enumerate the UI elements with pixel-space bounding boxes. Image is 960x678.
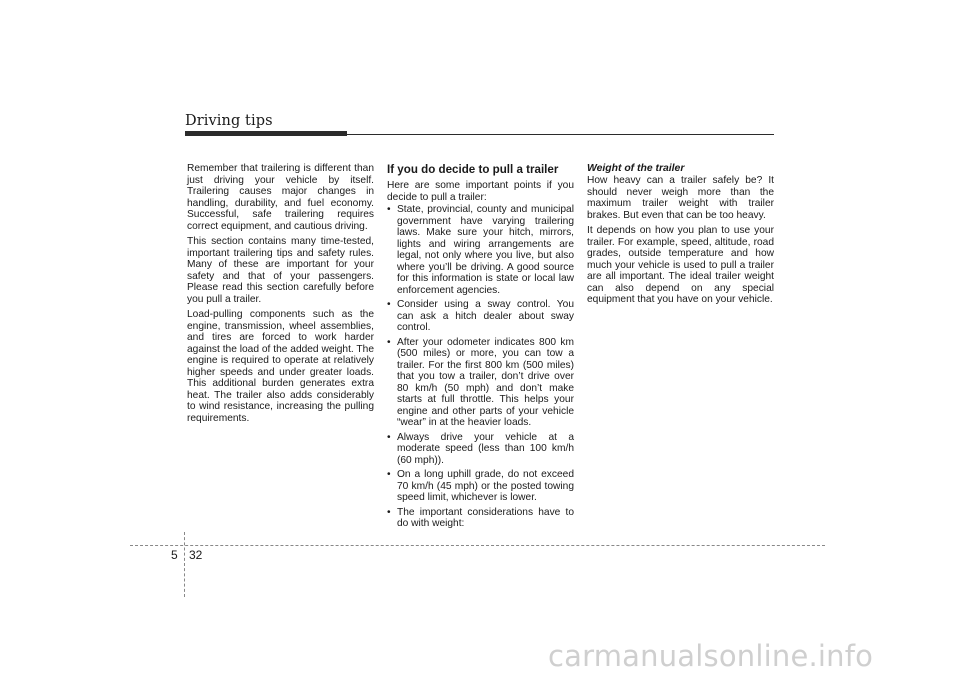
pull-trailer-bullets	[387, 204, 574, 530]
list-item	[387, 299, 574, 334]
column-intro	[187, 163, 374, 428]
bullet-text: Consider using a sway control. You can ask a hitch dealer about sway control.	[397, 299, 574, 333]
list-item	[387, 204, 574, 296]
header-rule	[347, 134, 774, 135]
bullet-icon: •	[387, 204, 391, 215]
footer-rule	[130, 545, 825, 546]
bullet-text: Always drive your vehicle at a moderate speed (less than 100 km/h (60 mph)).	[397, 431, 574, 466]
page-number: 32	[189, 548, 203, 562]
intro-paragraph-3: Load-pulling components such as the engine, transmission, wheel assemblies, and tires are forced to work harder against the load of the added weight. The engine is required to operate at relatively higher speeds and under greater loads. This additional burden generates extra heat. The trailer also adds considerably to wind resistance, increasing the pulling requirements.	[187, 309, 374, 424]
intro-paragraph-1: Remember that trailering is different than just driving your vehicle by itself. Trailering causes major changes in handling, durability, and fuel economy. Successful, safe trailering requires correct equipment, and cautious driving.	[187, 163, 374, 232]
bullet-text: The important considerations have to do with weight:	[397, 506, 574, 529]
bullet-icon: •	[387, 336, 391, 348]
watermark: carmanualsonline.info	[548, 639, 874, 673]
list-item	[387, 469, 574, 504]
bullet-text: On a long uphill grade, do not exceed 70 km/h (45 mph) or the posted towing speed limit, whichever is lower.	[397, 469, 574, 503]
pull-trailer-intro: Here are some important points if you decide to pull a trailer:	[387, 180, 574, 203]
column-trailer-weight	[587, 163, 774, 310]
section-title: Driving tips	[185, 113, 273, 129]
bullet-icon: •	[387, 299, 391, 310]
trailer-weight-heading: Weight of the trailer	[587, 163, 685, 174]
footer-divider	[184, 532, 185, 597]
pull-trailer-heading: If you do decide to pull a trailer	[387, 163, 559, 176]
list-item	[387, 337, 574, 429]
bullet-text: After your odometer indicates 800 km (500 miles) or more, you can tow a trailer. For the first 800 km (500 miles) that you tow a trailer, don’t drive over 80 km/h (50 mph) and don’t make starts at full throttle. This helps your engine and other parts of your vehicle “wear” in at the heavier loads.	[397, 336, 574, 428]
intro-paragraph-2: This section contains many time-tested, important trailering tips and safety rules. Many of these are important for your safety and that of your passengers. Please read this section carefully before you pull a trailer.	[187, 236, 374, 305]
trailer-weight-paragraph-1: How heavy can a trailer safely be? It should never weigh more than the maximum trailer weight with trailer brakes. But even that can be too heavy.	[587, 175, 774, 221]
bullet-icon: •	[387, 469, 391, 480]
list-item	[387, 432, 574, 467]
bullet-icon: •	[387, 431, 391, 443]
bullet-icon: •	[387, 506, 391, 518]
chapter-number: 5	[171, 548, 178, 562]
column-pull-trailer	[387, 163, 574, 533]
trailer-weight-paragraph-2: It depends on how you plan to use your trailer. For example, speed, altitude, road grades, outside temperature and how much your vehicle is used to pull a trailer are all important. The ideal trailer weight can also depend on any special equipment that you have on your vehicle.	[587, 225, 774, 305]
header-bar	[185, 131, 347, 136]
list-item	[387, 507, 574, 530]
bullet-text: State, provincial, county and municipal government have varying trailering laws. Make sure your hitch, mirrors, lights and wiring arrangements are legal, not only where you live, but also where you’ll be driving. A good source for this information is state or local law enforcement agencies.	[397, 204, 574, 296]
